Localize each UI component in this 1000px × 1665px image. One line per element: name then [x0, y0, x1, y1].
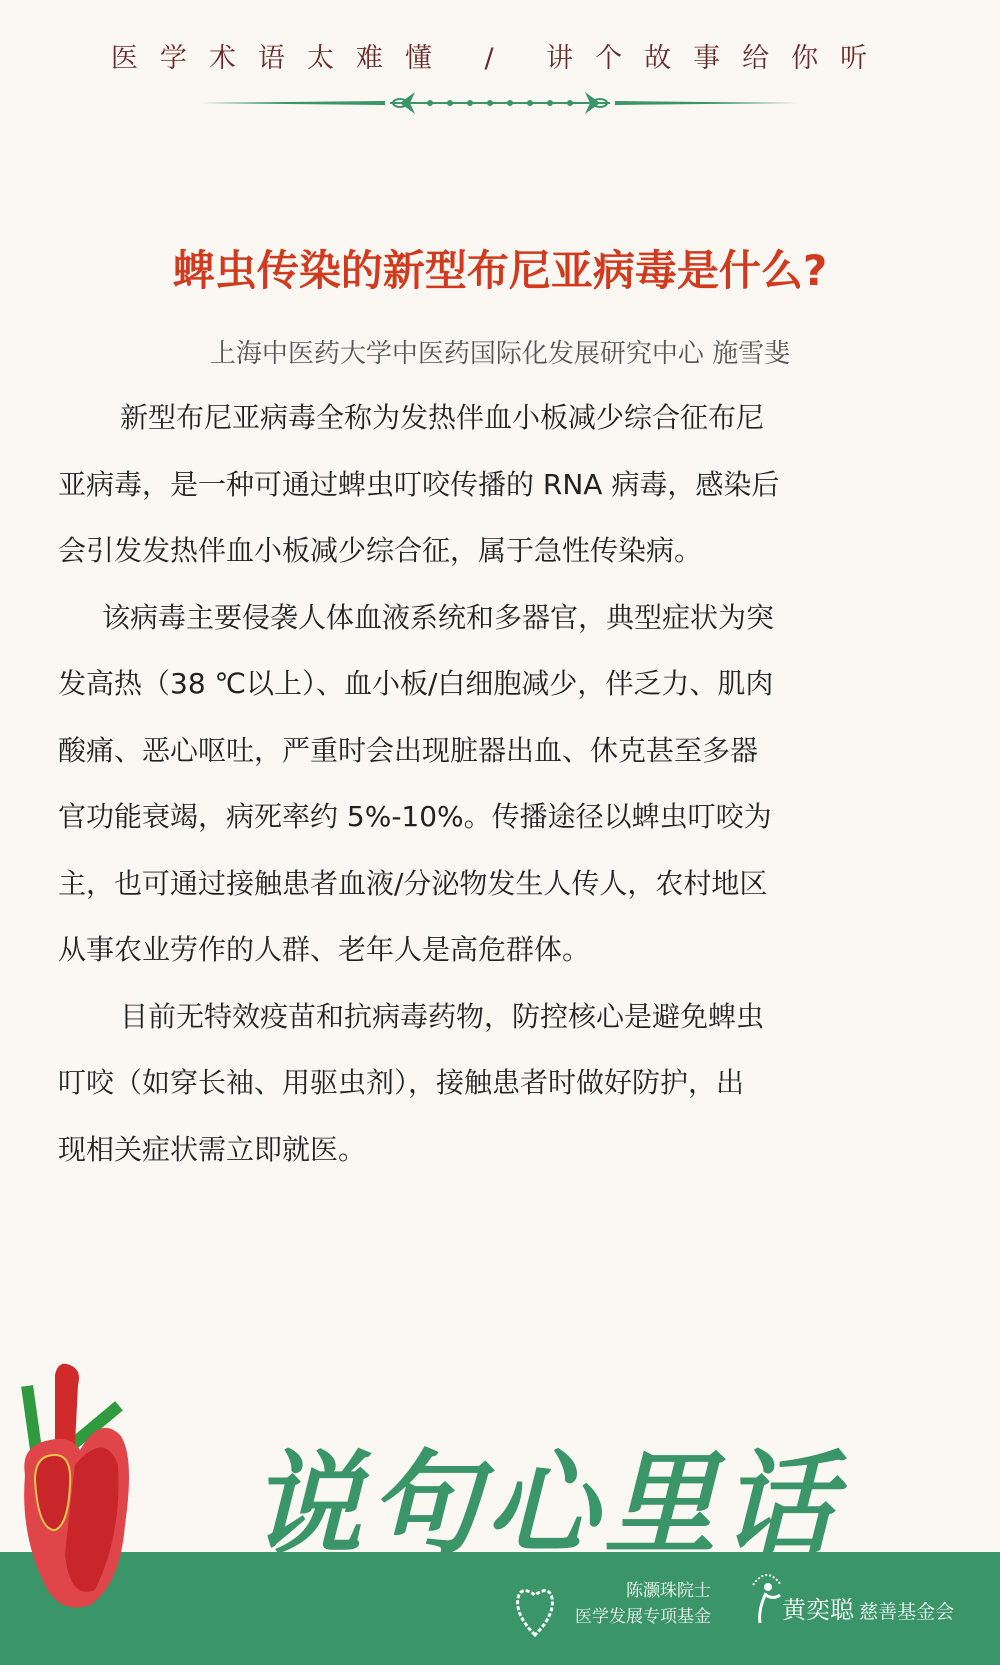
paragraph-2 [58, 598, 958, 997]
foundation-heart-logo-icon [515, 1580, 555, 1640]
series-header [0, 36, 1000, 75]
article-title: 蜱虫传染的新型布尼亚病毒是什么? [172, 246, 828, 295]
header-separator: / [484, 43, 516, 74]
text-line: 亚病毒，是一种可通过蜱虫叮咬传播的 RNA 病毒，感染后 [58, 467, 780, 501]
text-line: 该病毒主要侵袭人体血液系统和多器官，典型症状为突 [102, 600, 775, 634]
heart-illustration-icon [10, 1355, 130, 1615]
text-line: 会引发发热伴血小板减少综合征，属于急性传染病。 [58, 534, 703, 567]
org2-suffix: 慈善基金会 [859, 1601, 955, 1623]
text-line: 现相关症状需立即就医。 [58, 1132, 367, 1166]
ornament-divider-icon [200, 92, 800, 114]
foundation-name-2 [782, 1590, 954, 1625]
header-left: 医学术语太难懂 [110, 43, 454, 74]
text-line: 主，也可通过接触患者血液/分泌物发生人传人，农村地区 [58, 866, 768, 900]
org2-name: 黄奕聪 [782, 1596, 854, 1624]
text-line: 酸痛、恶心呕吐，严重时会出现脏器出血、休克甚至多器 [58, 733, 759, 767]
foundation-name-1 [575, 1578, 711, 1630]
article-author: 上海中医药大学中医药国际化发展研究中心 施雪斐 [209, 339, 791, 369]
text-line: 新型布尼亚病毒全称为发热伴血小板减少综合征布尼 [120, 401, 765, 434]
text-line: 叮咬（如穿长袖、用驱虫剂），接触患者时做好防护，出 [58, 1066, 745, 1099]
paragraph-3 [58, 997, 958, 1197]
sun-figure-logo-icon [748, 1565, 786, 1625]
slogan: 说句心里话 [250, 1440, 840, 1570]
text-line: 目前无特效疫苗和抗病毒药物，防控核心是避免蜱虫 [120, 999, 765, 1033]
header-right: 讲个故事给你听 [546, 43, 890, 74]
org1-line1: 陈灏珠院士 [626, 1581, 711, 1601]
text-line: 从事农业劳作的人群、老年人是高危群体。 [58, 933, 591, 966]
text-line: 官功能衰竭，病死率约 5%-10%。传播途径以蜱虫叮咬为 [58, 800, 772, 833]
paragraph-1 [58, 398, 958, 598]
text-line: 发高热（38 ℃以上）、血小板/白细胞减少，伴乏力、肌肉 [58, 667, 774, 700]
article-body [58, 398, 958, 1196]
org1-line2: 医学发展专项基金 [575, 1607, 711, 1627]
